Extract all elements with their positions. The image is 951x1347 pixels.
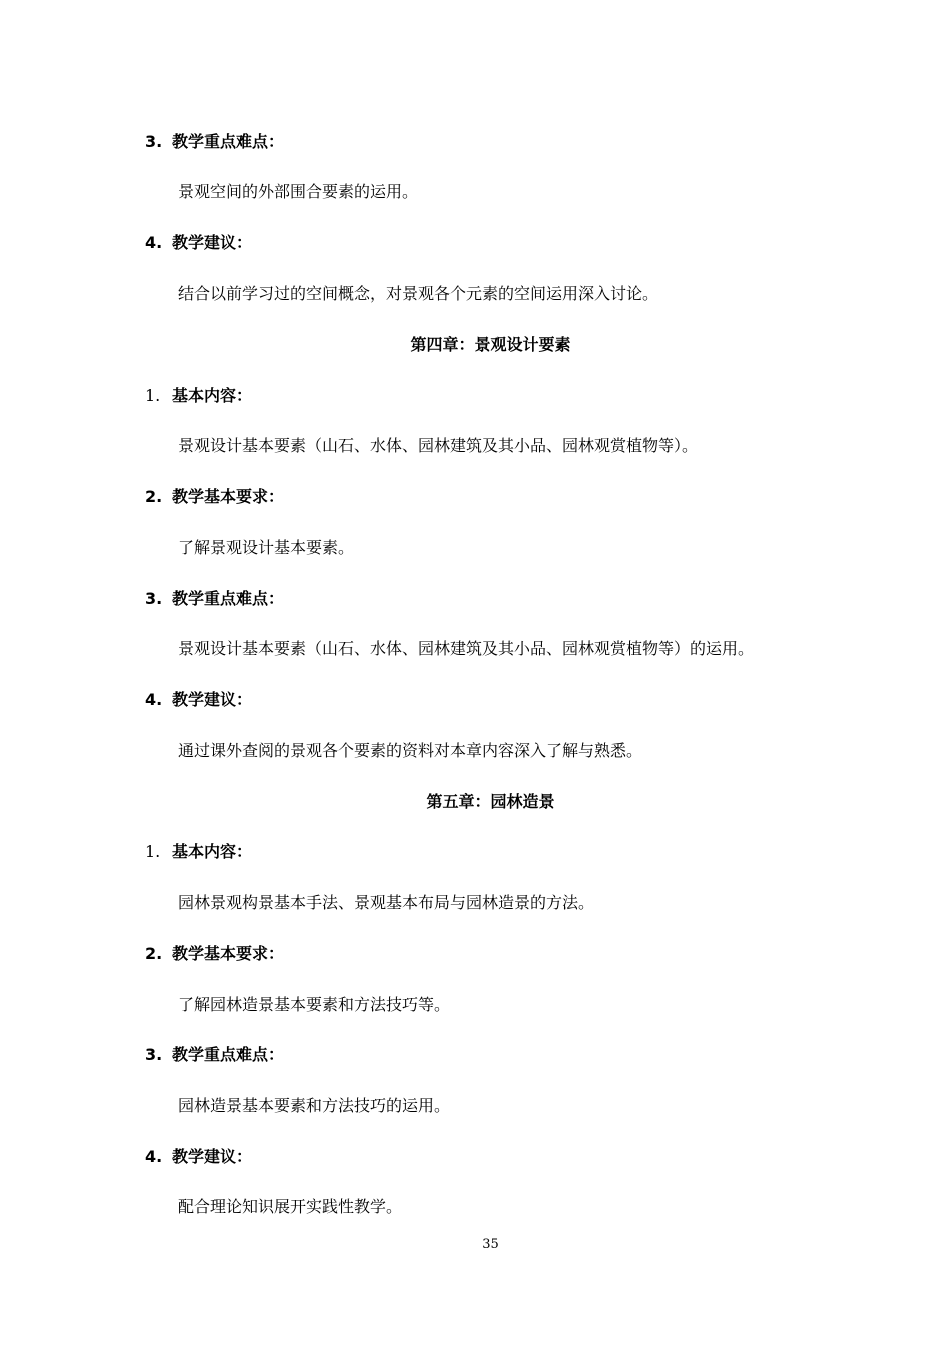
heading-label: 教学重点难点： (172, 1045, 285, 1064)
page-number: 35 (482, 1237, 499, 1252)
heading-number: 1. (145, 386, 161, 405)
section-heading (145, 842, 252, 862)
paragraph: 了解景观设计基本要素。 (178, 538, 355, 557)
heading-label: 教学重点难点： (172, 132, 285, 151)
section-heading (145, 1045, 284, 1065)
heading-number: 3. (145, 589, 163, 608)
heading-number: 3. (145, 132, 163, 151)
heading-label: 教学建议： (172, 690, 253, 709)
paragraph: 景观空间的外部围合要素的运用。 (178, 182, 419, 201)
heading-label: 教学基本要求： (172, 487, 285, 506)
paragraph: 景观设计基本要素（山石、水体、园林建筑及其小品、园林观赏植物等）。 (178, 436, 699, 455)
section-heading (145, 132, 284, 152)
heading-label: 基本内容： (172, 386, 253, 405)
heading-label: 教学建议： (172, 1147, 253, 1166)
section-heading (145, 233, 252, 253)
paragraph: 通过课外查阅的景观各个要素的资料对本章内容深入了解与熟悉。 (178, 741, 643, 760)
heading-number: 2. (145, 487, 163, 506)
heading-label: 教学建议： (172, 233, 253, 252)
paragraph: 了解园林造景基本要素和方法技巧等。 (178, 995, 451, 1014)
heading-number: 2. (145, 944, 163, 963)
paragraph: 景观设计基本要素（山石、水体、园林建筑及其小品、园林观赏植物等）的运用。 (178, 639, 755, 658)
section-heading (145, 1147, 252, 1167)
heading-number: 1. (145, 842, 161, 861)
paragraph: 结合以前学习过的空间概念，对景观各个元素的空间运用深入讨论。 (178, 284, 659, 303)
heading-number: 3. (145, 1045, 163, 1064)
paragraph: 园林景观构景基本手法、景观基本布局与园林造景的方法。 (178, 893, 595, 912)
heading-label: 教学基本要求： (172, 944, 285, 963)
chapter-title: 第五章：园林造景 (426, 792, 555, 811)
heading-label: 教学重点难点： (172, 589, 285, 608)
paragraph: 园林造景基本要素和方法技巧的运用。 (178, 1096, 451, 1115)
heading-number: 4. (145, 233, 163, 252)
section-heading (145, 386, 252, 406)
section-heading (145, 589, 284, 609)
heading-number: 4. (145, 690, 163, 709)
paragraph: 配合理论知识展开实践性教学。 (178, 1197, 403, 1216)
section-heading (145, 944, 284, 964)
heading-number: 4. (145, 1147, 163, 1166)
section-heading (145, 690, 252, 710)
section-heading (145, 487, 284, 507)
heading-label: 基本内容： (172, 842, 253, 861)
chapter-title: 第四章：景观设计要素 (410, 335, 571, 354)
